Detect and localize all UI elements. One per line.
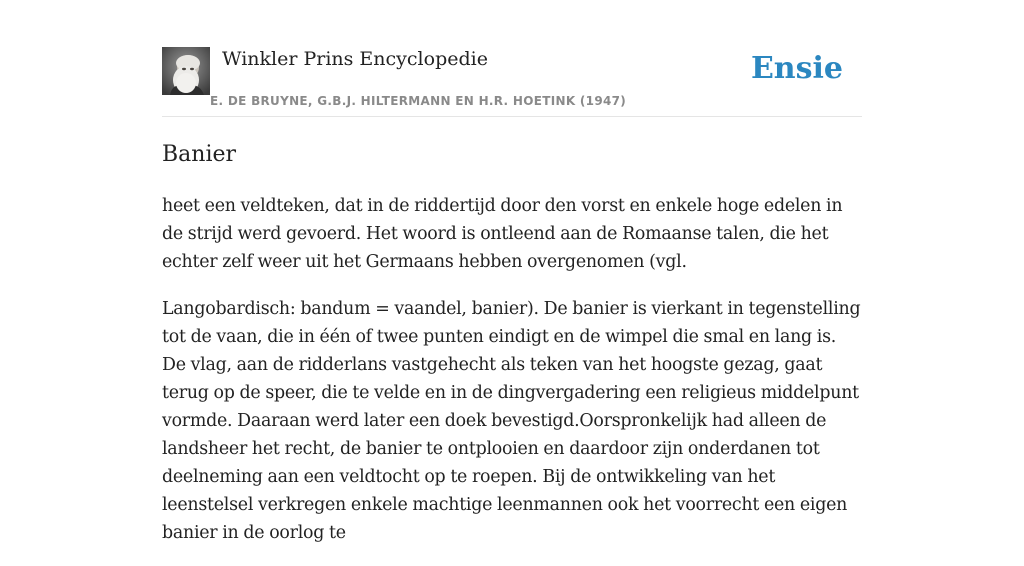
- article-paragraph-2: Langobardisch: bandum = vaandel, banier). De banier is vierkant in tegenstelling tot de vaan, die in één of twee punten eindigt en de wimpel die smal en lang is. De vlag, aan de ridderlans vastgehecht als teken van het hoogste gezag, gaat terug op de speer, die te velde en in de dingvergadering een religieus middelpunt vormde. Daaraan werd later een doek bevestigd.Oorspronkelijk had alleen de landsheer het recht, de banier te ontplooien en daardoor zijn onderdanen tot deelneming aan een veldtocht op te roepen. Bij de ontwikkeling van het leenstelsel verkregen enkele machtige leenmannen ook het voorrecht een eigen banier in de oorlog te: [162, 299, 861, 543]
- page-header: [162, 46, 862, 117]
- authors-line: E. DE BRUYNE, G.B.J. HILTERMANN EN H.R. HOETINK (1947): [210, 94, 627, 108]
- article-title: Banier: [162, 142, 237, 167]
- article-paragraph-1: heet een veldteken, dat in de riddertijd door den vorst en enkele hoge edelen in de strijd werd gevoerd. Het woord is ontleend aan de Romaanse talen, die het echter zelf weer uit het Germaans hebben overgenomen (vgl.: [162, 196, 843, 272]
- bearded-man-portrait-icon: [162, 47, 210, 95]
- author-avatar: [162, 47, 210, 95]
- ensie-logo-link[interactable]: Ensie: [750, 51, 843, 86]
- article-body: [162, 192, 862, 566]
- encyclopedia-title: Winkler Prins Encyclopedie: [222, 48, 488, 70]
